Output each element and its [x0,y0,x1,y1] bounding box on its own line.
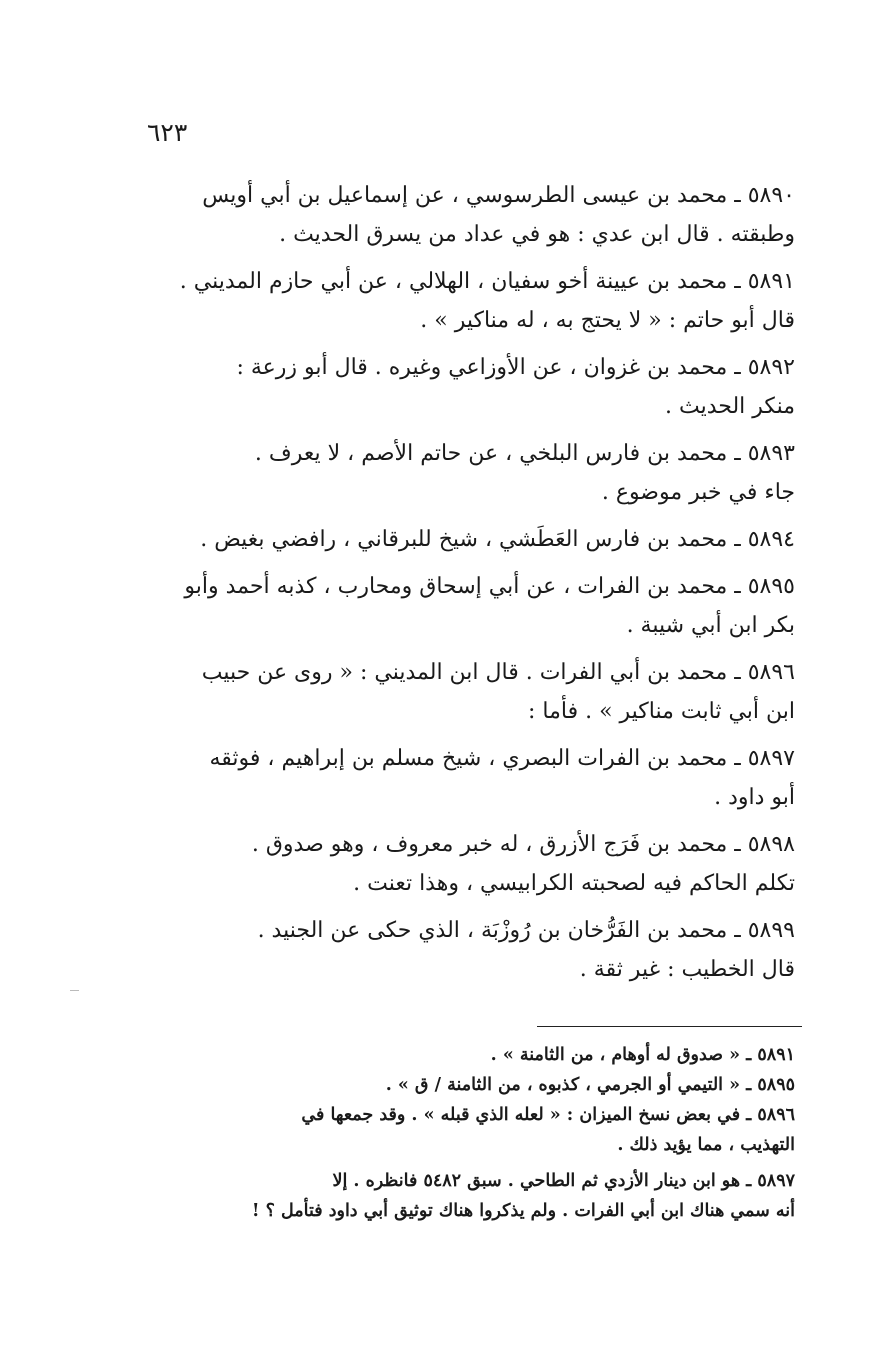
biography-entry [145,434,795,512]
entry-line: ٥٨٩٤ ـ محمد بن فارس العَطَشي ، شيخ للبرقاني ، رافضي بغيض . [200,527,795,552]
entry-line: تكلم الحاكم فيه لصحبته الكرابيسي ، وهذا تعنت . [353,871,795,896]
entry-line: ٥٨٩٥ ـ محمد بن الفرات ، عن أبي إسحاق ومحارب ، كذبه أحمد وأبو [184,574,795,599]
footnote-separator [537,1026,802,1027]
footnote-line: ٥٨٩١ ـ « صدوق له أوهام ، من الثامنة » . [490,1045,795,1065]
entry-line: ابن أبي ثابت مناكير » . فأما : [527,699,795,724]
biography-entry [145,911,795,989]
entry-line: قال الخطيب : غير ثقة . [579,957,795,982]
entry-line: قال أبو حاتم : « لا يحتج به ، له مناكير » . [420,308,795,333]
margin-mark [70,990,79,991]
entry-line: ٥٨٩٢ ـ محمد بن غزوان ، عن الأوزاعي وغيره . قال أبو زرعة : [236,355,795,380]
entry-line: ٥٨٩١ ـ محمد بن عيينة أخو سفيان ، الهلالي ، عن أبي حازم المديني . [179,269,795,294]
footnote [145,1040,795,1070]
entry-line: ٥٨٩٨ ـ محمد بن فَرَج الأزرق ، له خبر معروف ، وهو صدوق . [251,832,795,857]
entry-line: بكر ابن أبي شيبة . [626,613,795,638]
footnote-line: أنه سمي هناك ابن أبي الفرات . ولم يذكروا هناك توثيق أبي داود فتأمل ؟ ! [251,1201,795,1221]
biography-entry [145,567,795,645]
footnotes [145,1040,795,1226]
biography-entry [145,739,795,817]
entry-line: جاء في خبر موضوع . [601,480,795,505]
biography-entry [145,653,795,731]
biography-entry [145,262,795,340]
footnote-line: ٥٨٩٥ ـ « التيمي أو الجرمي ، كذبوه ، من الثامنة / ق » . [385,1075,795,1095]
entry-line: ٥٨٩٦ ـ محمد بن أبي الفرات . قال ابن المديني : « روى عن حبيب [201,660,795,685]
entry-line: ٥٨٩٣ ـ محمد بن فارس البلخي ، عن حاتم الأصم ، لا يعرف . [254,441,795,466]
footnote-line: ٥٨٩٧ ـ هو ابن دينار الأزدي ثم الطاحي . سبق ٥٤٨٢ فانظره . إلا [332,1171,795,1191]
biography-entry [145,348,795,426]
entry-line: ٥٨٩٩ ـ محمد بن الفَرُّخان بن رُوزْبَة ، الذي حكى عن الجنيد . [257,918,795,943]
entry-line: ٥٨٩٧ ـ محمد بن الفرات البصري ، شيخ مسلم بن إبراهيم ، فوثقه [209,746,795,771]
biography-entry [145,176,795,254]
entry-line: منكر الحديث . [665,394,795,419]
biography-entry [145,520,795,559]
footnote-line: التهذيب ، مما يؤيد ذلك . [617,1135,795,1155]
biography-entry [145,825,795,903]
footnote [145,1166,795,1226]
entry-line: وطبقته . قال ابن عدي : هو في عداد من يسرق الحديث . [279,222,795,247]
page-number: ٦٢٣ [147,118,188,147]
footnote [145,1100,795,1160]
main-text [145,176,795,997]
footnote-line: ٥٨٩٦ ـ في بعض نسخ الميزان : « لعله الذي قبله » . وقد جمعها في [301,1105,795,1125]
entry-line: ٥٨٩٠ ـ محمد بن عيسى الطرسوسي ، عن إسماعيل بن أبي أويس [202,183,795,208]
footnote [145,1070,795,1100]
entry-line: أبو داود . [714,785,795,810]
